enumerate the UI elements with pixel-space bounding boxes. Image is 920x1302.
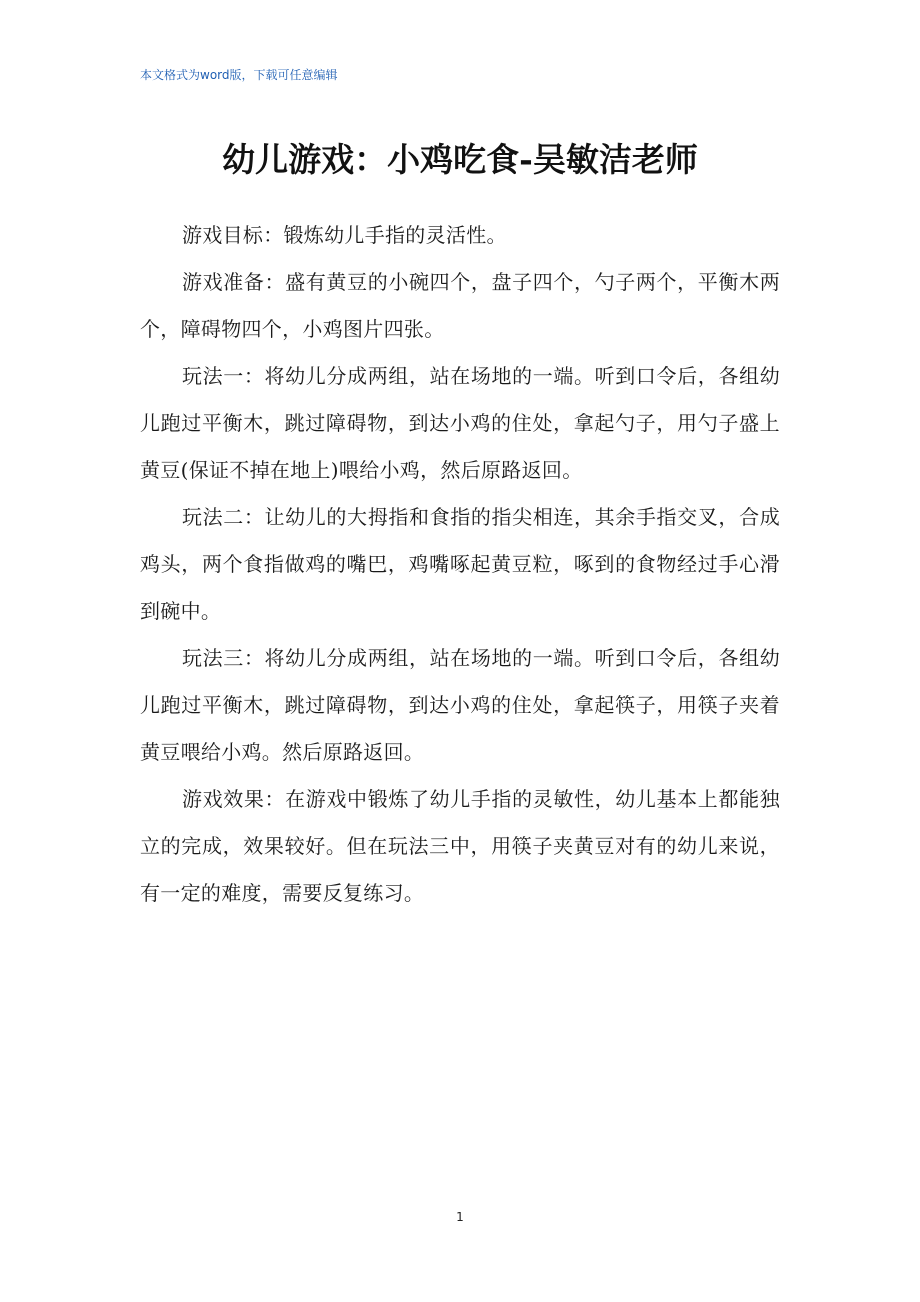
- document-body: [140, 212, 780, 917]
- paragraph-method-one: 玩法一：将幼儿分成两组，站在场地的一端。听到口令后，各组幼儿跑过平衡木，跳过障碍物，到达小鸡的住处，拿起勺子，用勺子盛上黄豆(保证不掉在地上)喂给小鸡，然后原路返回。: [140, 364, 780, 482]
- paragraph-preparation: 游戏准备：盛有黄豆的小碗四个，盘子四个，勺子两个，平衡木两个，障碍物四个，小鸡图片四张。: [140, 270, 780, 341]
- header-note: 本文格式为word版，下载可任意编辑: [140, 68, 338, 82]
- paragraph-method-two: 玩法二：让幼儿的大拇指和食指的指尖相连，其余手指交叉，合成鸡头，两个食指做鸡的嘴巴，鸡嘴啄起黄豆粒，啄到的食物经过手心滑到碗中。: [140, 505, 780, 623]
- paragraph-goal: 游戏目标：锻炼幼儿手指的灵活性。: [182, 223, 507, 247]
- page-number: 1: [456, 1210, 464, 1224]
- paragraph-method-three: 玩法三：将幼儿分成两组，站在场地的一端。听到口令后，各组幼儿跑过平衡木，跳过障碍物，到达小鸡的住处，拿起筷子，用筷子夹着黄豆喂给小鸡。然后原路返回。: [140, 646, 780, 764]
- page-title: 幼儿游戏：小鸡吃食-吴敏洁老师: [222, 140, 698, 179]
- paragraph-effect: 游戏效果：在游戏中锻炼了幼儿手指的灵敏性，幼儿基本上都能独立的完成，效果较好。但在玩法三中，用筷子夹黄豆对有的幼儿来说，有一定的难度，需要反复练习。: [140, 787, 780, 905]
